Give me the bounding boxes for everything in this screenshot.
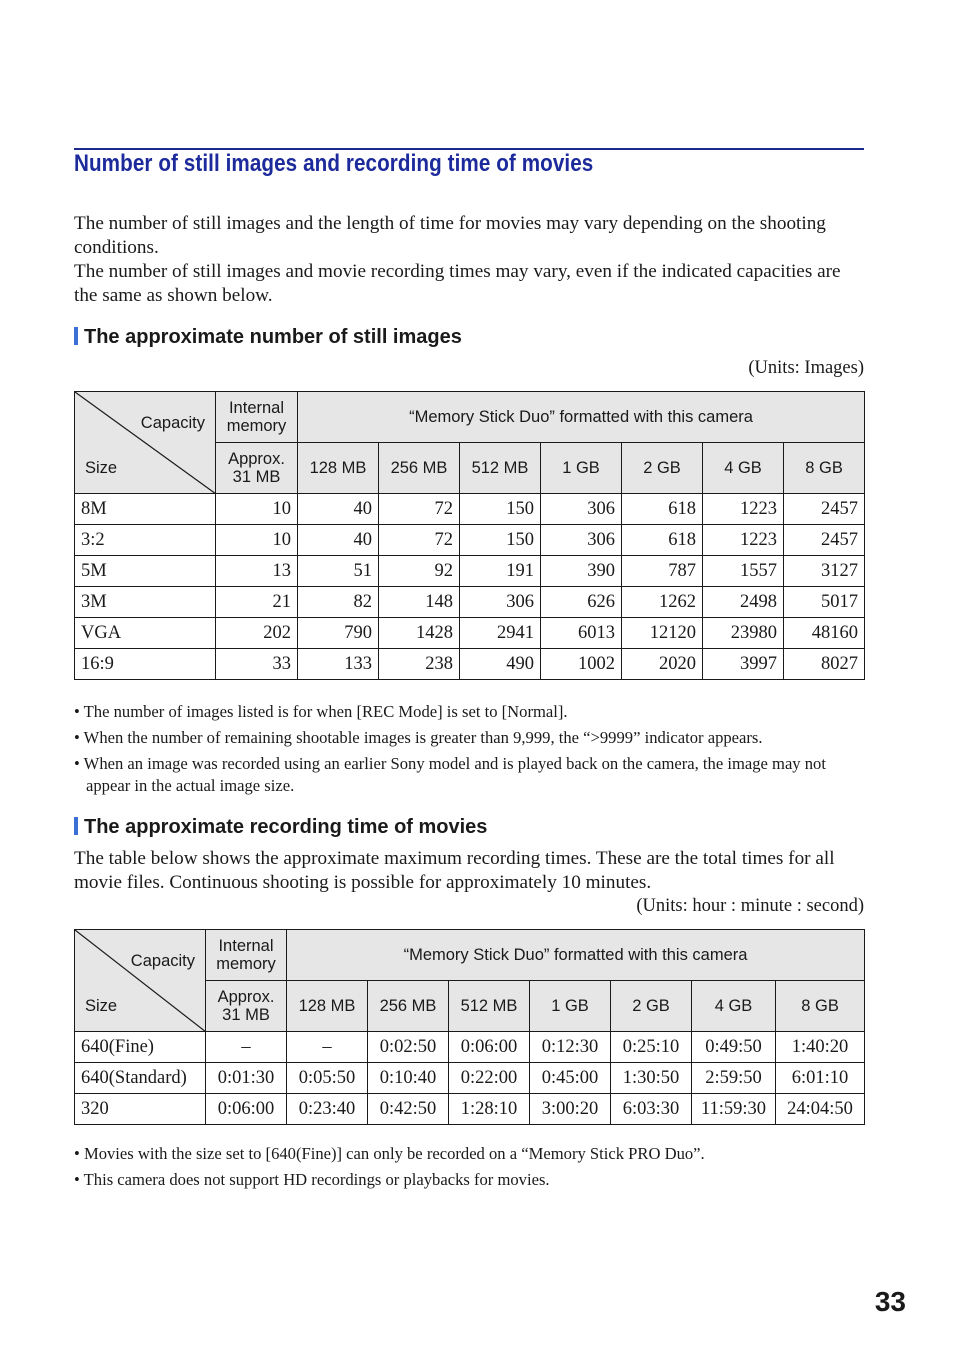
value-cell: 51 — [298, 556, 379, 587]
heading-bar-icon — [74, 327, 78, 345]
value-cell: 13 — [216, 556, 298, 587]
movies-heading-text: The approximate recording time of movies — [84, 816, 488, 838]
value-cell: 0:06:00 — [449, 1032, 530, 1063]
value-cell: 2:59:50 — [692, 1063, 776, 1094]
value-cell: 1:30:50 — [611, 1063, 692, 1094]
value-cell: 0:23:40 — [287, 1094, 368, 1125]
value-cell: 1:40:20 — [776, 1032, 865, 1063]
value-cell: 306 — [460, 587, 541, 618]
capacity-header: 256 MB — [368, 981, 449, 1032]
value-cell: 202 — [216, 618, 298, 649]
value-cell: 5017 — [784, 587, 865, 618]
intro-paragraph: The number of still images and the length of time for movies may vary depending on the shooting conditions. — [74, 213, 826, 258]
value-cell: 33 — [216, 649, 298, 680]
still-units: (Units: Images) — [748, 358, 864, 378]
capacity-header: 256 MB — [379, 443, 460, 494]
note-item: • When the number of remaining shootable images is greater than 9,999, the “>9999” indicator appears. — [74, 728, 763, 747]
still-images-heading-text: The approximate number of still images — [84, 326, 462, 348]
value-cell: 1:28:10 — [449, 1094, 530, 1125]
size-label: Size — [85, 459, 118, 477]
intro-text — [74, 212, 864, 308]
value-cell: 6:03:30 — [611, 1094, 692, 1125]
memory-stick-header: “Memory Stick Duo” formatted with this camera — [298, 392, 865, 443]
table-row — [75, 618, 865, 649]
value-cell: 1262 — [622, 587, 703, 618]
table-row — [75, 649, 865, 680]
size-cell: 16:9 — [75, 649, 216, 680]
value-cell: 191 — [460, 556, 541, 587]
value-cell: 48160 — [784, 618, 865, 649]
value-cell: 238 — [379, 649, 460, 680]
still-table-body — [75, 494, 865, 680]
internal-memory-header: Internal memory — [216, 392, 298, 443]
value-cell: 3127 — [784, 556, 865, 587]
capacity-header: 128 MB — [298, 443, 379, 494]
capacity-header: 8 GB — [776, 981, 865, 1032]
value-cell: 1428 — [379, 618, 460, 649]
value-cell: 787 — [622, 556, 703, 587]
value-cell: 1002 — [541, 649, 622, 680]
capacity-label: Capacity — [140, 414, 205, 432]
value-cell: 6013 — [541, 618, 622, 649]
value-cell: 40 — [298, 494, 379, 525]
page-title: Number of still images and recording time of movies — [74, 150, 594, 177]
value-cell: 0:42:50 — [368, 1094, 449, 1125]
value-cell: 0:10:40 — [368, 1063, 449, 1094]
movies-table — [74, 929, 865, 1125]
value-cell: – — [287, 1032, 368, 1063]
still-images-heading — [74, 326, 462, 349]
size-cell: VGA — [75, 618, 216, 649]
size-cell: 640(Fine) — [75, 1032, 206, 1063]
table-row — [75, 1032, 865, 1063]
value-cell: 1557 — [703, 556, 784, 587]
value-cell: 618 — [622, 525, 703, 556]
capacity-header: 4 GB — [703, 443, 784, 494]
capacity-header: 4 GB — [692, 981, 776, 1032]
value-cell: 2457 — [784, 494, 865, 525]
value-cell: 148 — [379, 587, 460, 618]
value-cell: 150 — [460, 525, 541, 556]
table-row — [75, 1094, 865, 1125]
memory-stick-header: “Memory Stick Duo” formatted with this camera — [287, 930, 865, 981]
value-cell: 3:00:20 — [530, 1094, 611, 1125]
value-cell: 11:59:30 — [692, 1094, 776, 1125]
still-images-table — [74, 391, 865, 680]
value-cell: 150 — [460, 494, 541, 525]
table-row — [75, 525, 865, 556]
note-item: • The number of images listed is for when [REC Mode] is set to [Normal]. — [74, 702, 568, 721]
value-cell: 1223 — [703, 494, 784, 525]
capacity-label: Capacity — [130, 952, 195, 970]
capacity-header: 2 GB — [622, 443, 703, 494]
diagonal-line — [75, 930, 206, 1032]
capacity-header: 1 GB — [541, 443, 622, 494]
value-cell: 0:06:00 — [206, 1094, 287, 1125]
internal-memory-header: Internal memory — [206, 930, 287, 981]
diagonal-line — [75, 392, 216, 494]
value-cell: 82 — [298, 587, 379, 618]
capacity-header: 2 GB — [611, 981, 692, 1032]
size-cell: 640(Standard) — [75, 1063, 206, 1094]
value-cell: 72 — [379, 525, 460, 556]
value-cell: 10 — [216, 494, 298, 525]
table-row — [75, 1063, 865, 1094]
value-cell: 0:45:00 — [530, 1063, 611, 1094]
value-cell: 8027 — [784, 649, 865, 680]
note-item: • When an image was recorded using an earlier Sony model and is played back on the camera, the image may not appear in the actual image size. — [74, 754, 826, 795]
size-cell: 3:2 — [75, 525, 216, 556]
movies-units: (Units: hour : minute : second) — [636, 896, 864, 916]
note-item: • This camera does not support HD recordings or playbacks for movies. — [74, 1170, 550, 1189]
value-cell: 2941 — [460, 618, 541, 649]
capacity-header: 512 MB — [460, 443, 541, 494]
value-cell: 10 — [216, 525, 298, 556]
value-cell: 0:49:50 — [692, 1032, 776, 1063]
value-cell: 626 — [541, 587, 622, 618]
value-cell: 790 — [298, 618, 379, 649]
movies-heading — [74, 816, 487, 839]
value-cell: 618 — [622, 494, 703, 525]
table-row — [75, 556, 865, 587]
value-cell: 2498 — [703, 587, 784, 618]
value-cell: 21 — [216, 587, 298, 618]
value-cell: 2457 — [784, 525, 865, 556]
size-cell: 3M — [75, 587, 216, 618]
value-cell: 3997 — [703, 649, 784, 680]
value-cell: 490 — [460, 649, 541, 680]
value-cell: – — [206, 1032, 287, 1063]
size-label: Size — [85, 997, 118, 1015]
capacity-header: 128 MB — [287, 981, 368, 1032]
value-cell: 306 — [541, 494, 622, 525]
value-cell: 0:22:00 — [449, 1063, 530, 1094]
size-cell: 320 — [75, 1094, 206, 1125]
approx-capacity-header: Approx. 31 MB — [216, 443, 298, 494]
value-cell: 0:02:50 — [368, 1032, 449, 1063]
capacity-header: 8 GB — [784, 443, 865, 494]
capacity-header: 1 GB — [530, 981, 611, 1032]
value-cell: 24:04:50 — [776, 1094, 865, 1125]
value-cell: 0:05:50 — [287, 1063, 368, 1094]
value-cell: 2020 — [622, 649, 703, 680]
capacity-header: 512 MB — [449, 981, 530, 1032]
size-cell: 8M — [75, 494, 216, 525]
table-row — [75, 494, 865, 525]
intro-paragraph: The number of still images and movie recording times may vary, even if the indicated capacities are the same as shown below. — [74, 261, 841, 306]
movies-intro: The table below shows the approximate maximum recording times. These are the total times for all movie files. Continuous shooting is possible for approximately 10 minutes. — [74, 848, 835, 893]
value-cell: 92 — [379, 556, 460, 587]
approx-capacity-header: Approx. 31 MB — [206, 981, 287, 1032]
value-cell: 133 — [298, 649, 379, 680]
value-cell: 390 — [541, 556, 622, 587]
value-cell: 72 — [379, 494, 460, 525]
value-cell: 0:25:10 — [611, 1032, 692, 1063]
value-cell: 306 — [541, 525, 622, 556]
page-number: 33 — [874, 1286, 906, 1317]
value-cell: 12120 — [622, 618, 703, 649]
table-corner-header — [75, 930, 206, 1032]
size-cell: 5M — [75, 556, 216, 587]
value-cell: 40 — [298, 525, 379, 556]
note-item: • Movies with the size set to [640(Fine)] can only be recorded on a “Memory Stick PRO Duo”. — [74, 1144, 705, 1163]
value-cell: 1223 — [703, 525, 784, 556]
table-row — [75, 587, 865, 618]
movies-table-body — [75, 1032, 865, 1125]
still-notes — [74, 701, 864, 801]
movies-notes — [74, 1143, 864, 1195]
value-cell: 23980 — [703, 618, 784, 649]
table-corner-header — [75, 392, 216, 494]
value-cell: 6:01:10 — [776, 1063, 865, 1094]
value-cell: 0:12:30 — [530, 1032, 611, 1063]
heading-bar-icon — [74, 817, 78, 835]
value-cell: 0:01:30 — [206, 1063, 287, 1094]
